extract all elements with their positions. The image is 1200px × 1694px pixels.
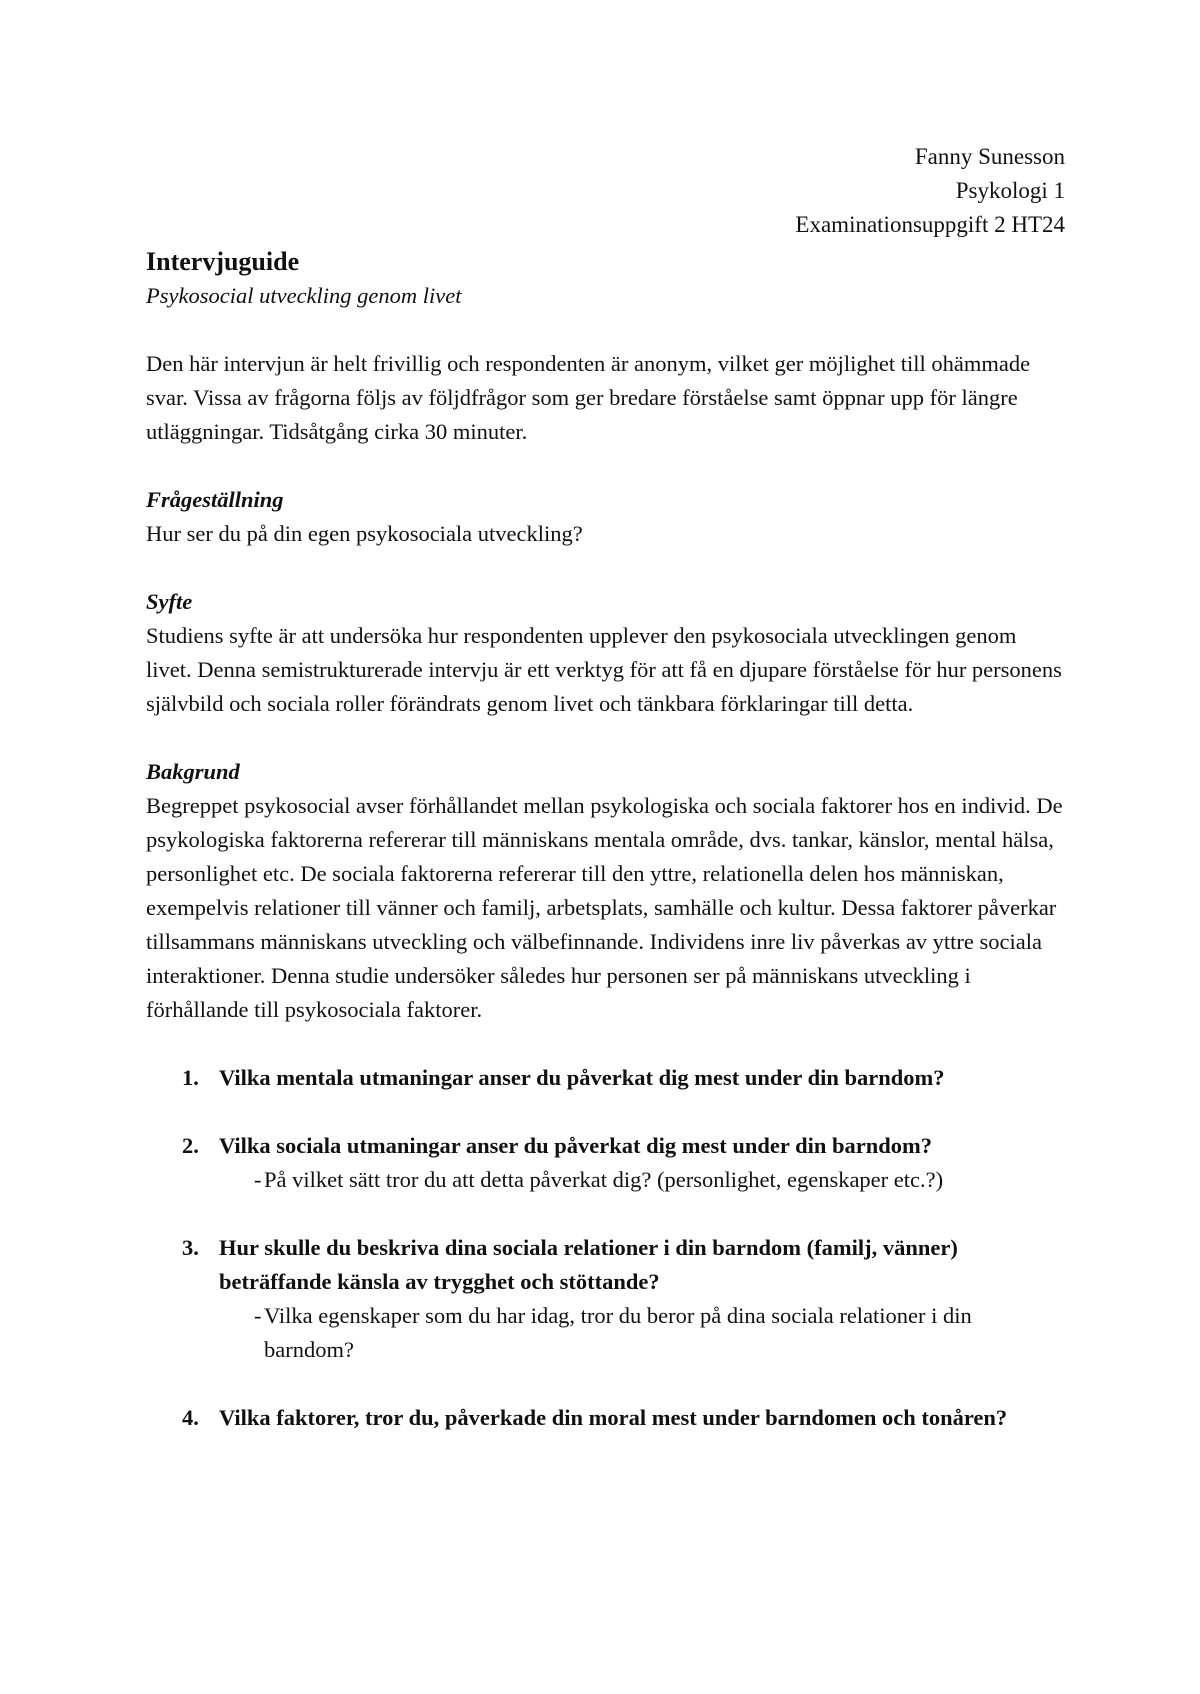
section-fragestallning <box>146 483 1066 551</box>
question-item <box>146 1231 1066 1367</box>
question-number: 4. <box>182 1405 199 1430</box>
question-number: 1. <box>182 1065 199 1090</box>
question-number: 2. <box>182 1133 199 1158</box>
question-item <box>146 1129 1066 1197</box>
follow-up-item <box>219 1299 1066 1367</box>
section-syfte <box>146 585 1066 721</box>
course-name: Psykologi 1 <box>955 178 1065 203</box>
dash-marker: - <box>254 1167 262 1192</box>
section-body: Hur ser du på din egen psykosociala utveckling? <box>146 521 583 546</box>
follow-up-text: Vilka egenskaper som du har idag, tror du beror på dina sociala relationer i din barndom? <box>264 1303 972 1362</box>
question-text: Vilka mentala utmaningar anser du påverkat dig mest under din barndom? <box>219 1065 945 1090</box>
question-text: Hur skulle du beskriva dina sociala relationer i din barndom (familj, vänner) beträffande känsla av trygghet och stöttande? <box>219 1235 958 1294</box>
question-number: 3. <box>182 1235 199 1260</box>
document-header <box>795 140 1065 242</box>
intro-paragraph: Den här intervjun är helt frivillig och respondenten är anonym, vilket ger möjlighet till ohämmade svar. Vissa av frågorna följs av följdfrågor som ger bredare förståelse samt öppnar upp för längre utläggningar. Tidsåtgång cirka 30 minuter. <box>146 351 1031 444</box>
section-bakgrund <box>146 755 1066 1027</box>
question-list <box>146 1061 1066 1435</box>
section-heading: Syfte <box>146 589 193 614</box>
follow-up-item <box>219 1163 1066 1197</box>
section-heading: Frågeställning <box>146 487 284 512</box>
question-text: Vilka faktorer, tror du, påverkade din moral mest under barndomen och tonåren? <box>219 1405 1008 1430</box>
follow-up-list <box>219 1299 1066 1367</box>
assignment-name: Examinationsuppgift 2 HT24 <box>795 212 1065 237</box>
follow-up-text: På vilket sätt tror du att detta påverkat dig? (personlighet, egenskaper etc.?) <box>264 1167 944 1192</box>
author-name: Fanny Sunesson <box>914 144 1065 169</box>
document-subtitle: Psykosocial utveckling genom livet <box>146 283 462 308</box>
document-body <box>146 245 1066 1469</box>
section-body: Studiens syfte är att undersöka hur respondenten upplever den psykosociala utvecklingen genom livet. Denna semistrukturerade intervju är ett verktyg för att få en djupare förståelse för hur personens självbild och sociala roller förändrats genom livet och tänkbara förklaringar till detta. <box>146 623 1062 716</box>
section-heading: Bakgrund <box>146 759 240 784</box>
question-item <box>146 1401 1066 1435</box>
follow-up-list <box>219 1163 1066 1197</box>
question-text: Vilka sociala utmaningar anser du påverkat dig mest under din barndom? <box>219 1133 933 1158</box>
dash-marker: - <box>254 1303 262 1328</box>
question-item <box>146 1061 1066 1095</box>
document-title: Intervjuguide <box>146 247 300 276</box>
section-body: Begreppet psykosocial avser förhållandet mellan psykologiska och sociala faktorer hos en individ. De psykologiska faktorerna refererar till människans mentala område, dvs. tankar, känslor, mental hälsa, personlighet etc. De sociala faktorerna refererar till den yttre, relationella delen hos människan, exempelvis relationer till vänner och familj, arbetsplats, samhälle och kultur. Dessa faktorer påverkar tillsammans människans utveckling och välbefinnande. Individens inre liv påverkas av yttre sociala interaktioner. Denna studie undersöker således hur personen ser på människans utveckling i förhållande till psykosociala faktorer. <box>146 793 1063 1022</box>
